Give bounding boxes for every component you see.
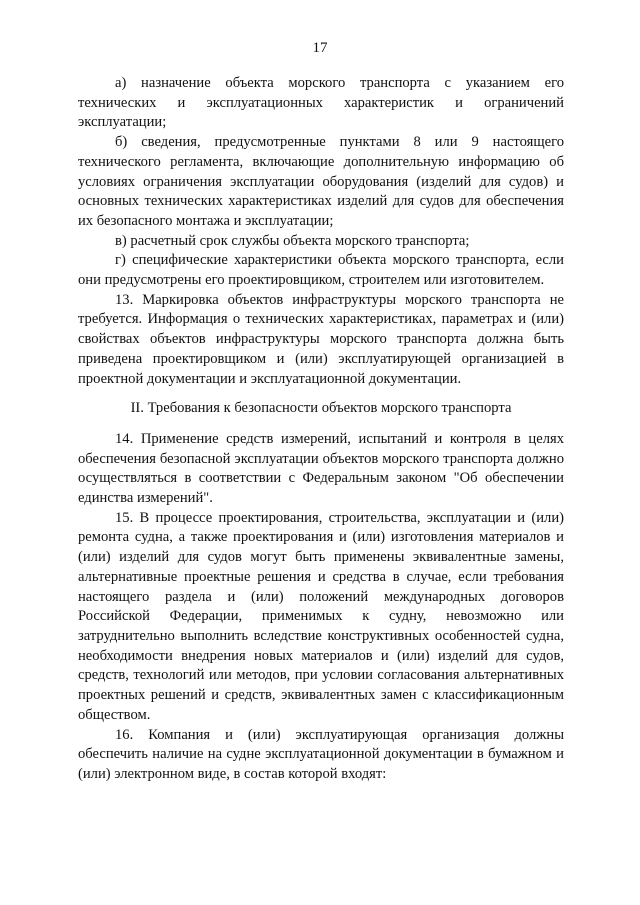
section-heading: II. Требования к безопасности объектов морского транспорта: [130, 400, 512, 417]
paragraph-14: 14. Применение средств измерений, испытаний и контроля в целях обеспечения безопасной эксплуатации объектов морского транспорта должно осуществляться в соответствии с Федеральным законом "Об обеспечении единства измерений".: [78, 430, 564, 507]
paragraph-item-g: г) специфические характеристики объекта морского транспорта, если они предусмотрены его проектировщиком, строителем или изготовителем.: [78, 252, 564, 289]
paragraph-13: 13. Маркировка объектов инфраструктуры морского транспорта не требуется. Информация о технических характеристиках, параметрах и (или) свойствах объектов инфраструктуры морского транспорта должна быть приведена проектировщиком и (или) эксплуатирующей организацией в проектной документации и эксплуатационной документации.: [78, 291, 564, 387]
paragraph-item-a: а) назначение объекта морского транспорта с указанием его технических и эксплуатационных характеристик и ограничений эксплуатации;: [78, 75, 564, 131]
paragraph-item-v: в) расчетный срок службы объекта морского транспорта;: [115, 232, 470, 249]
page-number: 17: [312, 40, 328, 56]
paragraph-item-b: б) сведения, предусмотренные пунктами 8 или 9 настоящего технического регламента, включающие дополнительную информацию об условиях ограничения эксплуатации оборудования (изделий для судов) и основных технических характеристиках изделий для судов для обеспечения их безопасного монтажа и эксплуатации;: [78, 134, 564, 229]
paragraph-16: 16. Компания и (или) эксплуатирующая организация должны обеспечить наличие на судне эксплуатационной документации в бумажном и (или) электронном виде, в состав которой входят:: [78, 726, 564, 782]
document-body: [78, 74, 564, 785]
paragraph-15: 15. В процессе проектирования, строительства, эксплуатации и (или) ремонта судна, а также проектирования и (или) изготовления материалов и (или) изделий для судов могут быть применены эквивалентные замены, альтернативные проектные решения и средства в случае, если требования настоящего раздела и (или) положений международных договоров Российской Федерации, применимых к судну, невозможно или затруднительно выполнить вследствие конструктивных особенностей судна, необходимости внедрения новых материалов и (или) изделий для судов, средств, технологий или методов, при условии согласования альтернативных проектных решений и средств, эквивалентных замен с классификационным обществом.: [78, 509, 564, 723]
